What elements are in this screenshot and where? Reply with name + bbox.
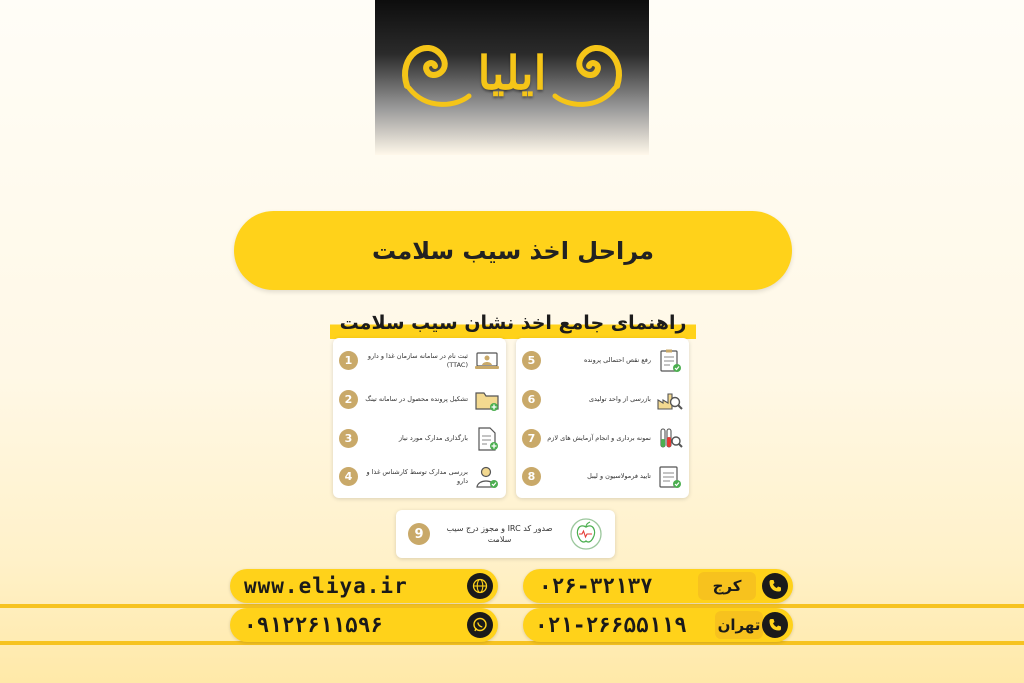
step-text: رفع نقص احتمالی پرونده [583,356,651,364]
step-7 [522,422,683,455]
logo-box [375,0,649,155]
step-text: بارگذاری مدارک مورد نیاز [398,434,468,442]
test-tubes-icon [657,426,683,452]
website-url[interactable]: www.eliya.ir [244,574,408,598]
step-text: تایید فرمولاسیون و لیبل [587,472,651,480]
step-2 [339,383,500,416]
tehran-label: تهران [715,611,763,639]
step-number: 9 [408,523,430,545]
step-text: بازرسی از واحد تولیدی [588,395,651,403]
step-text: نمونه برداری و انجام آزمایش های لازم [547,434,651,442]
steps-panel-left [333,338,506,498]
tehran-phone[interactable]: ۰۲۱-۲۶۶۵۵۱۱۹ [535,613,687,637]
step-text: بررسی مدارک توسط کارشناس غذا و دارو [366,467,468,485]
step-9 [396,510,615,558]
laptop-user-icon [474,348,500,374]
karaj-phone[interactable]: ۰۲۶-۳۲۱۳۷ [539,574,653,598]
health-apple-icon [569,517,603,551]
phone-icon [762,612,788,638]
karaj-contact[interactable] [523,569,793,603]
step-4 [339,460,500,493]
step-number: 4 [339,467,358,486]
step-6 [522,383,683,416]
step-number: 1 [339,351,358,370]
title-banner [234,211,792,290]
phone-icon [762,573,788,599]
step-8 [522,460,683,493]
page-title: مراحل اخذ سیب سلامت [371,236,655,265]
tehran-contact[interactable] [523,608,793,642]
approved-doc-icon [657,464,683,490]
page-subtitle: راهنمای جامع اخذ نشان سیب سلامت [330,307,696,339]
globe-icon [467,573,493,599]
step-3 [339,422,500,455]
steps-panel-right [516,338,689,498]
step-number: 8 [522,467,541,486]
folder-plus-icon [474,387,500,413]
step-text: صدور کد IRC و مجوز درج سیب سلامت [446,524,553,544]
divider-bar [0,641,1024,645]
divider-bar [0,604,1024,608]
document-upload-icon [474,426,500,452]
step-number: 2 [339,390,358,409]
checklist-icon [657,348,683,374]
step-number: 6 [522,390,541,409]
step-number: 7 [522,429,541,448]
whatsapp-icon [467,612,493,638]
step-5 [522,344,683,377]
factory-inspect-icon [657,387,683,413]
expert-check-icon [474,464,500,490]
step-number: 5 [522,351,541,370]
mobile-contact[interactable] [230,608,498,642]
step-number: 3 [339,429,358,448]
website-contact[interactable] [230,569,498,603]
karaj-label: کرج [698,572,756,600]
step-1 [339,344,500,377]
step-text: ثبت نام در سامانه سازمان غذا و دارو (TTAC) [367,351,468,369]
step-text: تشکیل پرونده محصول در سامانه تینگ [365,395,468,403]
mobile-number[interactable]: ۰۹۱۲۲۶۱۱۵۹۶ [244,613,384,637]
brand-logo-text: ایلیا [477,46,547,100]
